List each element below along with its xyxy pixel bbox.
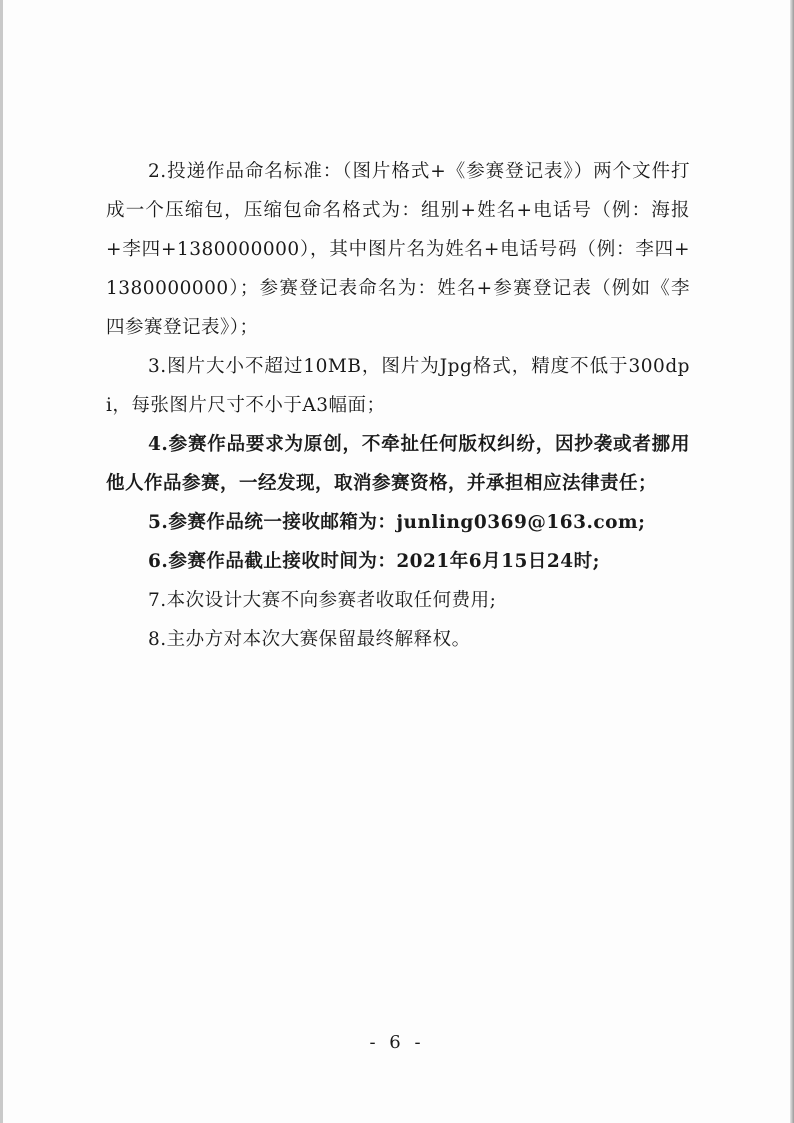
document-body (106, 152, 690, 659)
item-7-no-fees: 7.本次设计大赛不向参赛者收取任何费用; (148, 590, 497, 611)
scan-edge-left (0, 0, 3, 1123)
page-number: - 6 - (369, 1032, 425, 1053)
item-4-originality-requirement: 4.参赛作品要求为原创，不牵扯任何版权纠纷，因抄袭或者挪用他人作品参赛，一经发现，取消参赛资格，并承担相应法律责任； (106, 434, 690, 494)
item-8-interpretation-rights: 8.主办方对本次大赛保留最终解释权。 (148, 629, 471, 650)
scan-edge-right (790, 0, 794, 1123)
item-3-image-requirements: 3.图片大小不超过10MB，图片为Jpg格式，精度不低于300dpi，每张图片尺寸不小于A3幅面； (106, 356, 690, 416)
item-6-deadline: 6.参赛作品截止接收时间为：2021年6月15日24时; (148, 551, 600, 572)
item-5-submission-email: 5.参赛作品统一接收邮箱为：junling0369@163.com; (148, 512, 646, 533)
item-2-naming-standard: 2.投递作品命名标准：（图片格式+《参赛登记表》）两个文件打成一个压缩包，压缩包命名格式为：组别+姓名+电话号（例：海报+李四+1380000000），其中图片名为姓名+电话号码（例：李四+1380000000）；参赛登记表命名为：姓名+参赛登记表（例如《李四参赛登记表》）； (106, 161, 690, 338)
